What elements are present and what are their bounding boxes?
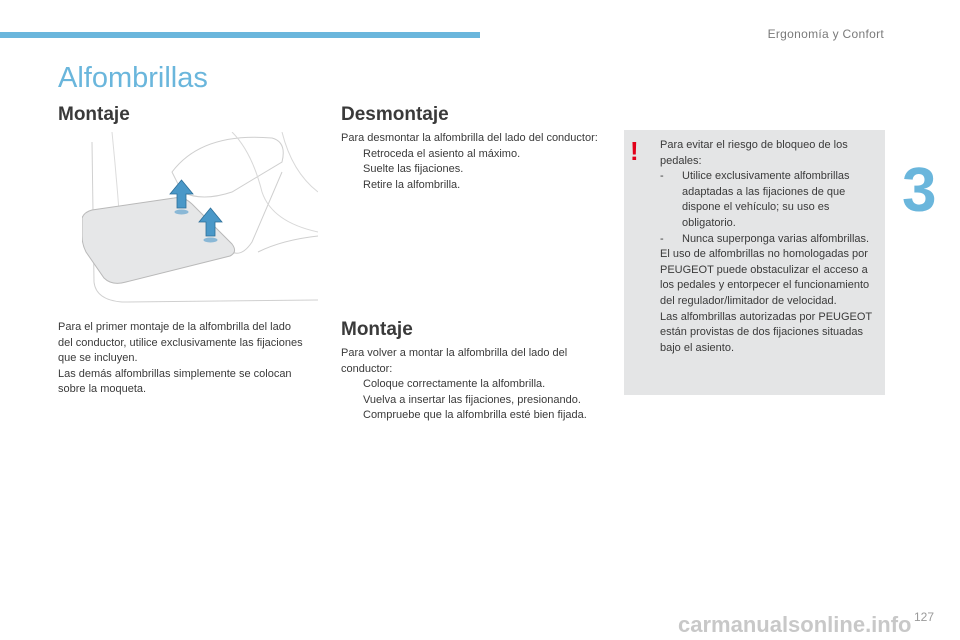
montaje-intro: Para volver a montar la alfombrilla del lado del conductor: — [341, 347, 568, 375]
floor-mat-illustration — [82, 132, 318, 304]
list-item: Retroceda el asiento al máximo. — [341, 147, 603, 163]
list-item: Vuelva a insertar las fijaciones, presionando. — [341, 393, 603, 409]
dash-mark: - — [660, 170, 664, 183]
desmontaje-instructions — [341, 131, 603, 193]
left-description — [58, 320, 308, 398]
warning-paragraph-1: El uso de alfombrillas no homologadas por PEUGEOT puede obstaculizar el acceso a los pedales y entorpecer el funcionamiento del regulador/limitador de velocidad. — [660, 248, 870, 307]
montaje-instructions — [341, 346, 603, 424]
dash-mark: - — [660, 232, 664, 245]
heading-desmontaje: Desmontaje — [341, 104, 449, 125]
page-number: 127 — [913, 610, 934, 624]
bullet-icon — [341, 408, 363, 424]
bullet-icon — [341, 162, 363, 178]
list-item: - Utilice exclusivamente alfombrillas adaptadas a las fijaciones de que dispone el vehículo; su uso es obligatorio. — [660, 169, 875, 231]
list-item: - Nunca superponga varias alfombrillas. — [660, 232, 875, 248]
left-paragraph-2: Las demás alfombrillas simplemente se colocan sobre la moqueta. — [58, 367, 292, 396]
exclamation-icon: ! — [630, 136, 639, 166]
section-header: Ergonomía y Confort — [767, 27, 884, 41]
bullet-icon — [341, 178, 363, 194]
list-item: Retire la alfombrilla. — [341, 178, 603, 194]
bullet-icon — [341, 147, 363, 163]
header-accent-bar — [0, 32, 480, 38]
list-item: Suelte las fijaciones. — [341, 162, 603, 178]
bullet-icon — [341, 393, 363, 409]
heading-montaje-left: Montaje — [58, 104, 130, 125]
page-title: Alfombrillas — [58, 62, 208, 94]
warning-intro: Para evitar el riesgo de bloqueo de los pedales: — [660, 139, 848, 167]
warning-paragraph-2: Las alfombrillas autorizadas por PEUGEOT están provistas de dos fijaciones situadas bajo el asiento. — [660, 310, 872, 354]
warning-box — [624, 130, 885, 395]
desmontaje-intro: Para desmontar la alfombrilla del lado del conductor: — [341, 132, 598, 144]
bullet-icon — [341, 377, 363, 393]
list-item: Compruebe que la alfombrilla esté bien fijada. — [341, 408, 603, 424]
watermark: carmanualsonline.info — [678, 612, 912, 637]
list-item: Coloque correctamente la alfombrilla. — [341, 377, 603, 393]
chapter-number: 3 — [902, 156, 937, 225]
left-paragraph-1: Para el primer montaje de la alfombrilla del lado del conductor, utilice exclusivamente las fijaciones que se incluyen. — [58, 321, 303, 365]
heading-montaje-right: Montaje — [341, 319, 413, 340]
warning-text — [660, 138, 875, 356]
